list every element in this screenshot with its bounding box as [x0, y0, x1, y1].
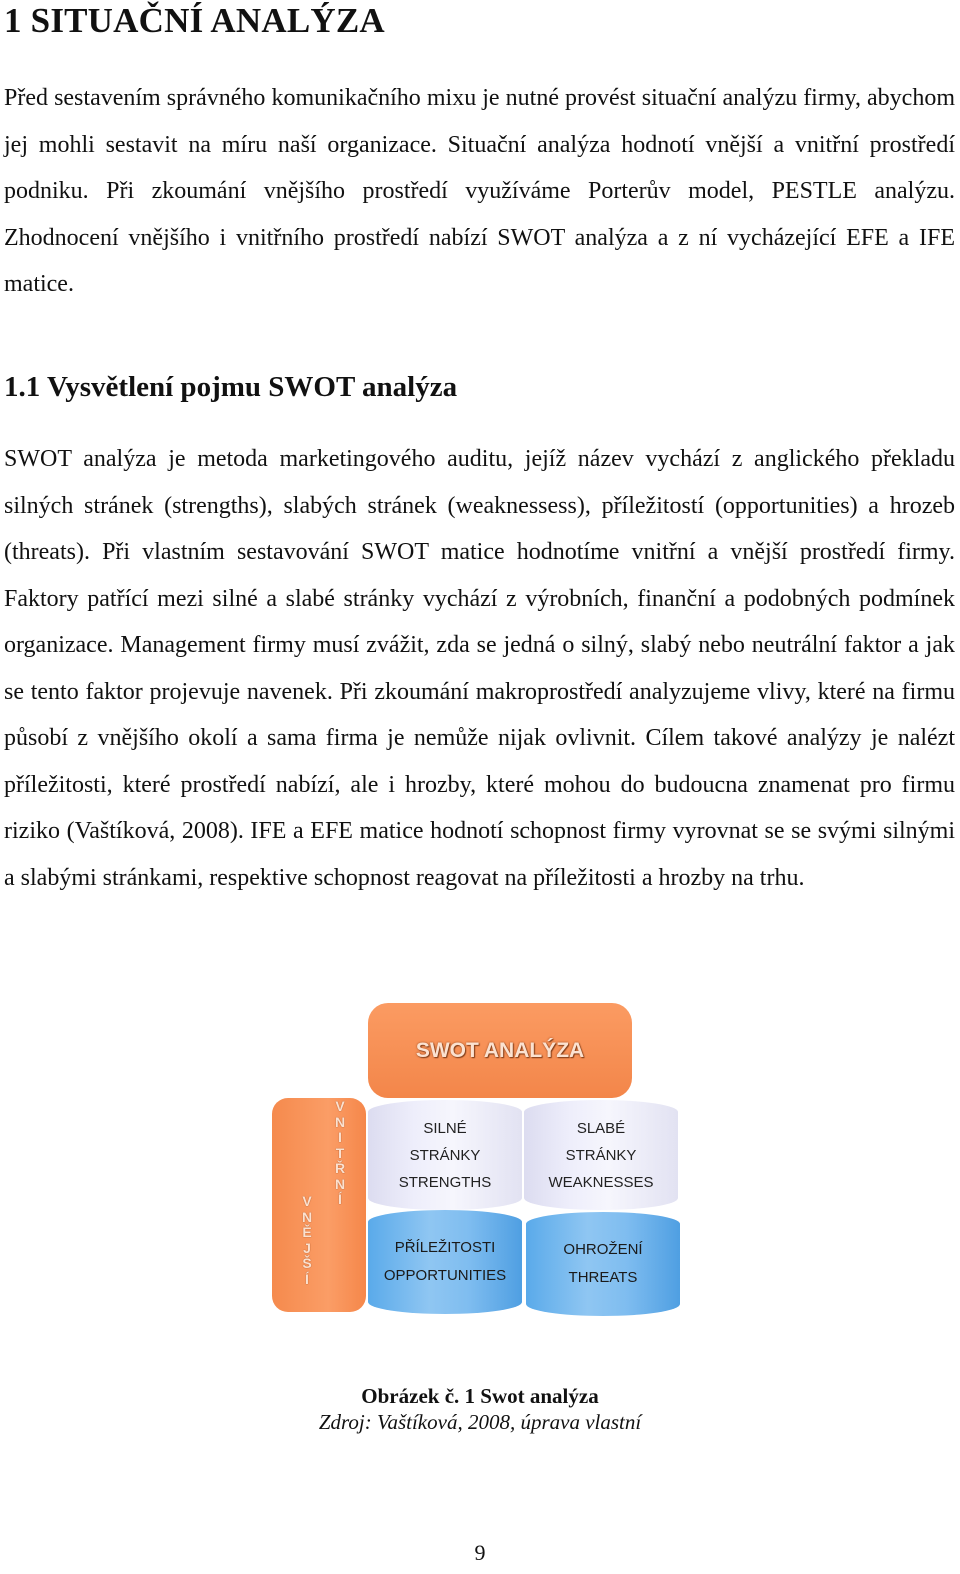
internal-letter: N [334, 1113, 346, 1130]
strengths-line: STRÁNKY [409, 1146, 481, 1164]
figure-source: Zdroj: Vaštíková, 2008, úprava vlastní [318, 1410, 642, 1434]
weaknesses-line: WEAKNESSES [548, 1173, 654, 1191]
opportunities-line: OPPORTUNITIES [383, 1267, 507, 1284]
page-number: 9 [474, 1540, 486, 1565]
strengths-line: SILNÉ [423, 1119, 467, 1137]
external-letter: N [301, 1208, 313, 1225]
external-letter: Í [305, 1270, 309, 1287]
figure-caption: Obrázek č. 1 Swot analýza [361, 1384, 599, 1408]
internal-letter: T [335, 1144, 345, 1161]
opportunities-quadrant [368, 1210, 522, 1314]
internal-letter: N [334, 1175, 346, 1192]
internal-letter: Ř [334, 1160, 346, 1176]
strengths-line: STRENGTHS [398, 1173, 492, 1191]
external-label [298, 1194, 316, 1287]
weaknesses-line: SLABÉ [576, 1119, 626, 1137]
external-letter: V [302, 1193, 312, 1209]
external-letter: J [303, 1239, 311, 1256]
threats-line: OHROŽENÍ [563, 1241, 643, 1258]
internal-letter: Í [338, 1191, 342, 1207]
diagram-title: SWOT ANALÝZA [368, 1003, 632, 1098]
section-heading: 1.1 Vysvětlení pojmu SWOT analýza [4, 371, 458, 403]
internal-letter: V [335, 1098, 345, 1114]
threats-quadrant [526, 1212, 680, 1316]
external-letter: Ě [302, 1224, 312, 1240]
chapter-heading: 1 SITUAČNÍ ANALÝZA [4, 1, 385, 40]
external-letter: Š [302, 1255, 312, 1271]
weaknesses-line: STRÁNKY [565, 1146, 637, 1164]
external-bar [272, 1098, 366, 1312]
weaknesses-quadrant [524, 1100, 678, 1210]
intro-paragraph: Před sestavením správného komunikačního mixu je nutné provést situační analýzu firmy, abychom jej mohli sestavit na míru naší organizace. Situační analýza hodnotí vnější a vnitřní prostředí podniku. Při zkoumání vnějšího prostředí využíváme Porterův model, PESTLE analýzu. Zhodnocení vnějšího i vnitřního prostředí nabízí SWOT analýza a z ní vycházející EFE a IFE matice. [4, 85, 955, 297]
strengths-quadrant [368, 1100, 522, 1210]
opportunities-line: PŘÍLEŽITOSTI [394, 1239, 496, 1256]
swot-paragraph: SWOT analýza je metoda marketingového auditu, jejíž název vychází z anglického překladu silných stránek (strengths), slabých stránek (weaknessess), příležitostí (opportunities) a hrozeb (threats). Při vlastním sestavování SWOT matice hodnotíme vnitřní a vnější prostředí firmy. Faktory patřící mezi silné a slabé stránky vychází z výrobních, finanční a podobných podmínek organizace. Management firmy musí zvážit, zda se jedná o silný, slabý nebo neutrální faktor a jak se tento faktor projevuje navenek. Při zkoumání makroprostředí analyzujeme vlivy, které na firmu působí z vnějšího okolí a sama firma je nemůže nijak ovlivnit. Cílem takové analýzy je nalézt příležitosti, které prostředí nabízí, ale i hrozby, které mohou do budoucna znamenat pro firmu riziko (Vaštíková, 2008). IFE a EFE matice hodnotí schopnost firmy vyrovnat se se svými silnými a slabými stránkami, respektive schopnost reagovat na příležitosti a hrozby na trhu. [4, 446, 955, 891]
threats-line: THREATS [568, 1269, 638, 1286]
internal-letter: I [338, 1129, 342, 1145]
internal-label [331, 1099, 349, 1208]
